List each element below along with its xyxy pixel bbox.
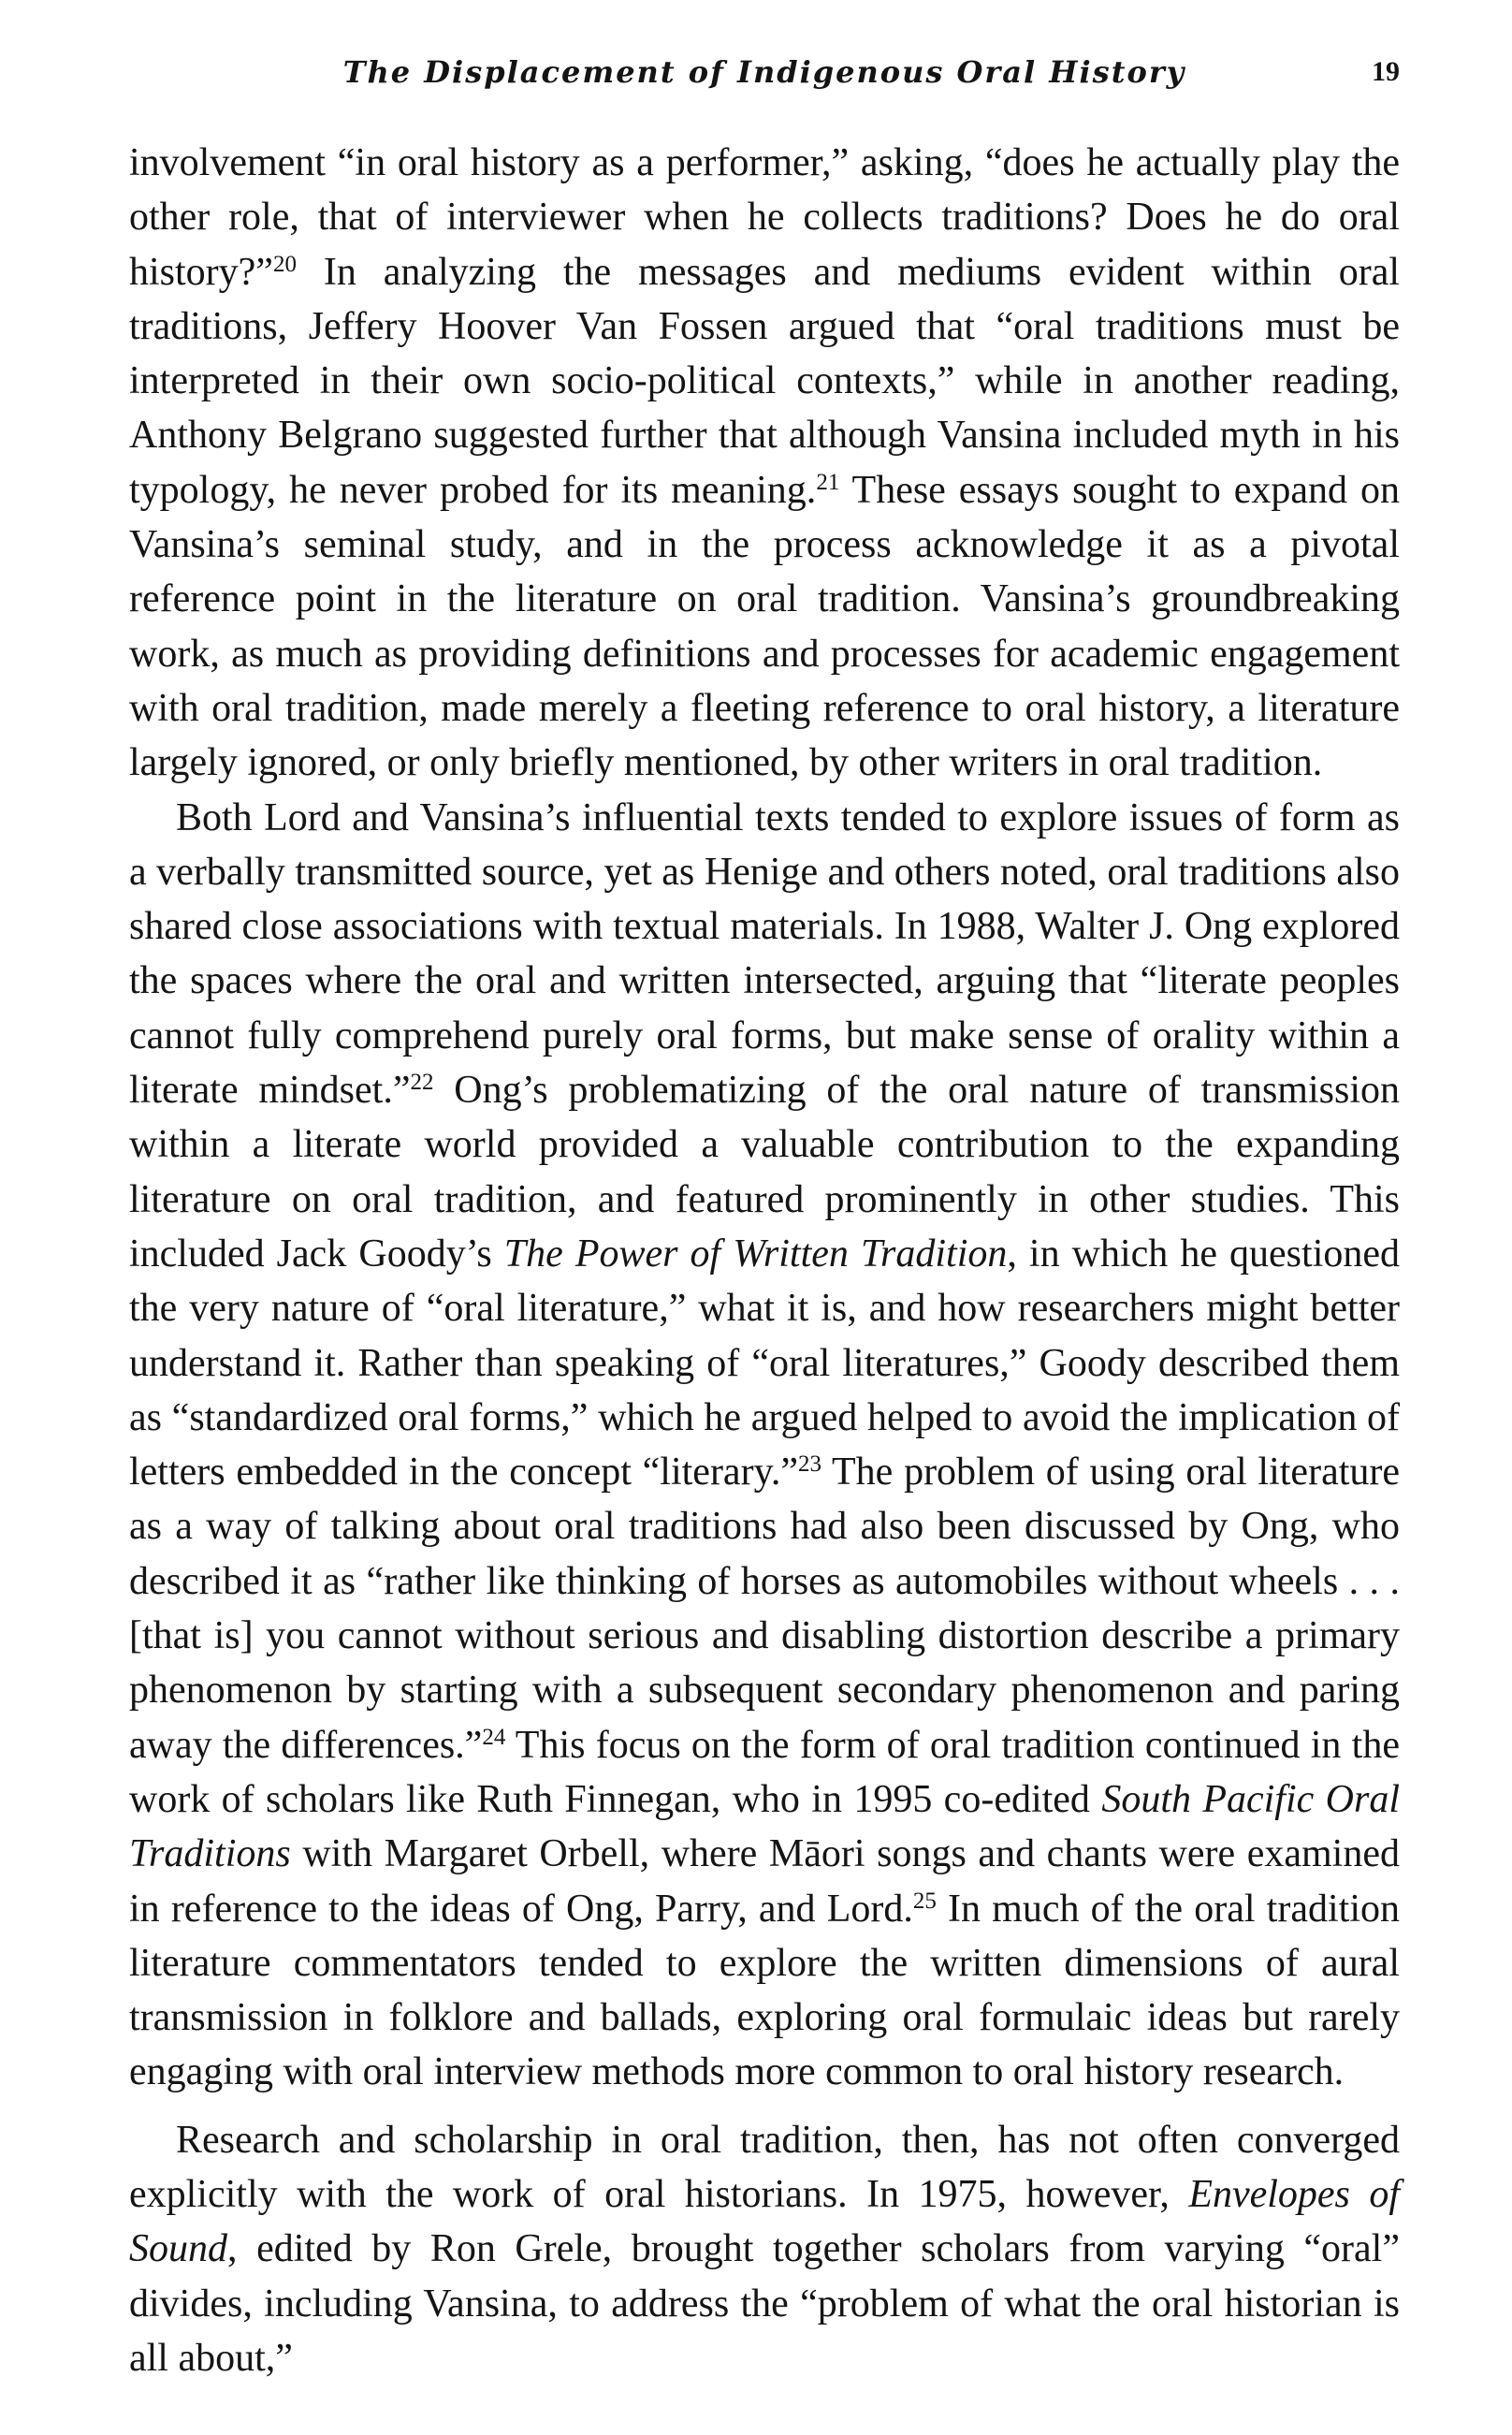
footnote-ref: 23 xyxy=(797,1451,821,1478)
text-run: , in which he questioned the very nature of “oral literature,” what it is, and how researchers might better understand it. Rather than speaking of “oral literatures,” Goody described them as “standardized oral forms,” which he argued helped to avoid the implication of letters embedded in the concept “literary.” xyxy=(129,1232,1401,1495)
text-run: These essays sought to expand on Vansina’s seminal study, and in the process acknowledge it as a pivotal reference point in the literature on oral tradition. Vansina’s groundbreaking work, as much as providing definitions and processes for academic engagement with oral tradition, made merely a fleeting reference to oral history, a literature largely ignored, or only briefly mentioned, by other writers in oral tradition. xyxy=(129,468,1400,785)
text-run: The problem of using oral literature as a way of talking about oral traditions had also been discussed by Ong, who described it as “rather like thinking of horses as automobiles without wheels . . . [that is] you cannot without serious and disabling distortion describe a primary phenomenon by starting with a subsequent secondary phenomenon and paring away the differences.” xyxy=(129,1451,1401,1767)
paragraph-3 xyxy=(129,2113,1400,2385)
text-run: with Margaret Orbell, where Māori songs and chants were examined in reference to the ideas of Ong, Parry, and Lord. xyxy=(129,1832,1400,1931)
footnote-ref: 20 xyxy=(272,251,297,277)
footnote-ref: 25 xyxy=(912,1888,937,1914)
text-run: , edited by Ron Grele, brought together scholars from varying “oral” divides, including Vansina, to address the “problem of what the oral historian is all about,” xyxy=(129,2227,1400,2380)
italic-title: The Power of Written Tradition xyxy=(503,1232,1008,1276)
text-run: In analyzing the messages and mediums evident within oral traditions, Jeffery Hoover Van Fossen argued that “oral traditions must be interpreted in their own socio-political contexts,” while in another reading, Anthony Belgrano suggested further that although Vansina included myth in his typology, he never probed for its meaning. xyxy=(129,250,1400,512)
footnote-ref: 22 xyxy=(410,1070,434,1096)
text-run: Ong’s problematizing of the oral nature of transmission within a literate world provided a valuable contribution to the expanding literature on oral tradition, and featured prominently in other studies. This included Jack Goody’s xyxy=(129,1069,1400,1276)
italic-title: Envelopes of Sound xyxy=(129,2172,1401,2271)
text-run: This focus on the form of oral tradition continued in the work of scholars like Ruth Finnegan, who in 1995 co-edited xyxy=(129,1723,1400,1821)
running-title: The Displacement of Indigenous Oral History xyxy=(342,54,1186,90)
text-run: In much of the oral tradition literature commentators tended to explore the written dimensions of aural transmission in folklore and ballads, exploring oral formulaic ideas but rarely engaging with oral interview methods more common to oral history research. xyxy=(129,1887,1400,2094)
text-run: Research and scholarship in oral tradition, then, has not often converged explicitly with the work of oral historians. In 1975, however, xyxy=(129,2118,1400,2216)
paragraph-2 xyxy=(129,791,1400,2100)
italic-title: South Pacific Oral Traditions xyxy=(129,1777,1401,1876)
page-number: 19 xyxy=(1372,56,1400,87)
footnote-ref: 24 xyxy=(482,1724,506,1750)
running-head xyxy=(129,49,1400,95)
body-text xyxy=(129,136,1400,2385)
text-run: involvement “in oral history as a performer,” asking, “does he actually play the other role, that of interviewer when he collects traditions? Does he do oral history?” xyxy=(129,141,1400,294)
footnote-ref: 21 xyxy=(816,469,840,495)
paragraph-1 xyxy=(129,136,1400,791)
text-run: Both Lord and Vansina’s influential texts tended to explore issues of form as a verbally transmitted source, yet as Henige and others noted, oral traditions also shared close associations with textual materials. In 1988, Walter J. Ong explored the spaces where the oral and written intersected, arguing that “literate peoples cannot fully comprehend purely oral forms, but make sense of orality within a literate mindset.” xyxy=(129,795,1400,1113)
